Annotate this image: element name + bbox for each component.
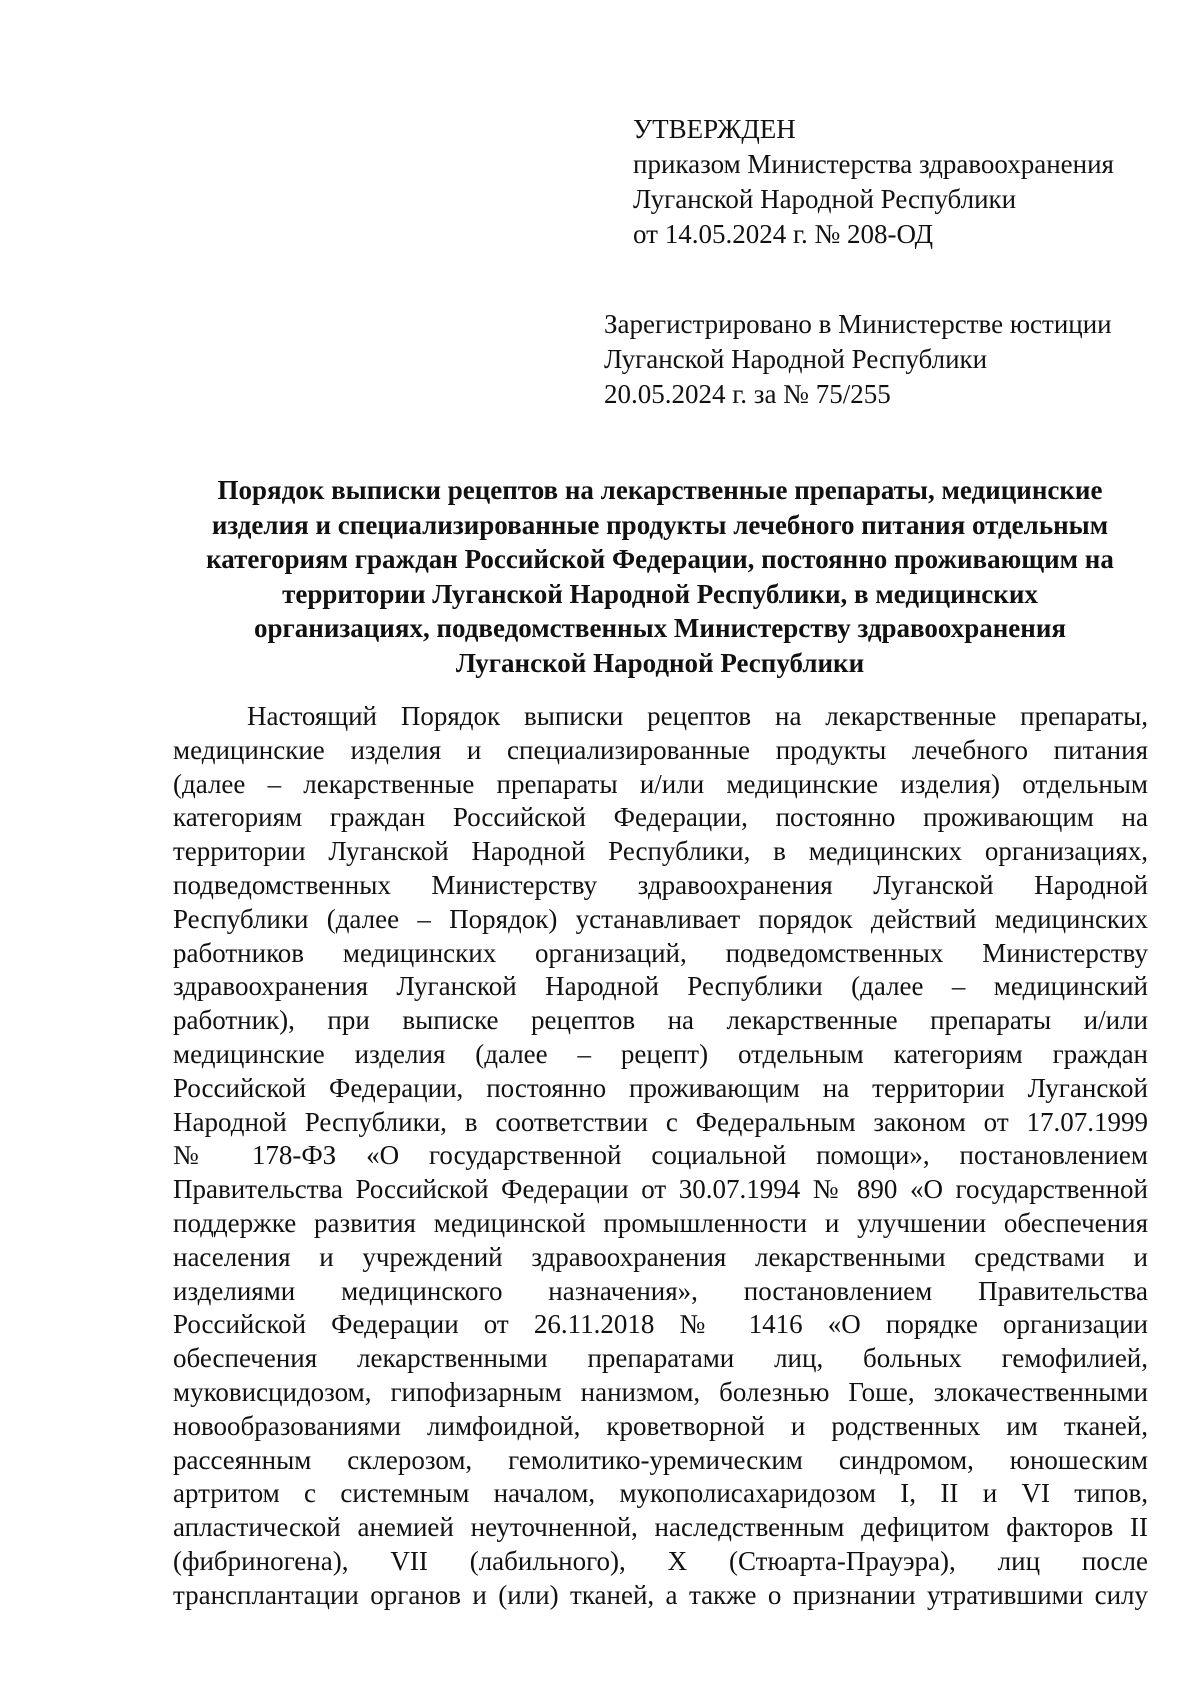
body-line: апластической анемией неуточненной, наследственным дефицитом факторов II [173, 1512, 1148, 1543]
body-line: рассеянным склерозом, гемолитико-уремическим синдромом, юношеским [173, 1444, 1148, 1475]
approval-heading: УТВЕРЖДЕН [633, 114, 796, 144]
registration-ministry-line: Зарегистрировано в Министерстве юстиции [604, 309, 1112, 339]
body-line: поддержке развития медицинской промышленности и улучшении обеспечения [173, 1207, 1148, 1238]
body-line: артритом с системным началом, мукополисахаридозом I, II и VI типов, [173, 1478, 1148, 1509]
body-line: Российской Федерации от 26.11.2018 № 1416 «О порядке организации [173, 1309, 1148, 1340]
title-line: категориям граждан Российской Федерации, постоянно проживающим на [206, 544, 1114, 574]
registration-republic-line: Луганской Народной Республики [604, 344, 988, 374]
body-line: (далее – лекарственные препараты и/или медицинские изделия) отдельным [173, 768, 1148, 799]
body-line: Народной Республики, в соответствии с Федеральным законом от 17.07.1999 [173, 1106, 1148, 1137]
document-title [170, 473, 1150, 680]
body-line: территории Луганской Народной Республики, в медицинских организациях, [173, 836, 1148, 867]
title-line: территории Луганской Народной Республики, в медицинских [282, 578, 1038, 609]
body-line: Республики (далее – Порядок) устанавливает порядок действий медицинских [173, 903, 1148, 934]
approval-date-line: от 14.05.2024 г. № 208-ОД [633, 219, 934, 249]
body-line: медицинские изделия (далее – рецепт) отдельным категориям граждан [173, 1038, 1148, 1069]
body-line: Российской Федерации, постоянно проживающим на территории Луганской [173, 1072, 1148, 1103]
approval-republic-line: Луганской Народной Республики [633, 184, 1017, 214]
body-line: Правительства Российской Федерации от 30.07.1994 № 890 «О государственной [173, 1174, 1148, 1205]
body-line: здравоохранения Луганской Народной Республики (далее – медицинский [173, 971, 1148, 1002]
body-line: Настоящий Порядок выписки рецептов на лекарственные препараты, [247, 701, 1148, 731]
approval-order-line: приказом Министерства здравоохранения [633, 149, 1114, 179]
body-line: обеспечения лекарственными препаратами лиц, больных гемофилией, [173, 1343, 1148, 1374]
title-line: Порядок выписки рецептов на лекарственные препараты, медицинские [217, 475, 1103, 505]
approval-stamp-block [633, 112, 1114, 252]
body-line: медицинские изделия и специализированные продукты лечебного питания [173, 734, 1148, 765]
body-line: (фибриногена), VII (лабильного), X (Стюарта-Прауэра), лиц после [173, 1545, 1148, 1576]
body-line: категориям граждан Российской Федерации, постоянно проживающим на [173, 802, 1148, 833]
registration-block [604, 307, 1112, 412]
title-line: Луганской Народной Республики [455, 647, 865, 678]
body-line: населения и учреждений здравоохранения лекарственными средствами и [173, 1241, 1148, 1272]
body-paragraph [173, 700, 1148, 1613]
title-line: изделия и специализированные продукты лечебного питания отдельным [211, 509, 1109, 540]
body-line: новообразованиями лимфоидной, кроветворной и родственных им тканей, [173, 1410, 1148, 1441]
body-line: муковисцидозом, гипофизарным нанизмом, болезнью Гоше, злокачественными [173, 1376, 1148, 1407]
body-line: работников медицинских организаций, подведомственных Министерству [173, 937, 1148, 968]
body-line: трансплантации органов и (или) тканей, а также о признании утратившими силу [173, 1579, 1148, 1610]
body-line: изделиями медицинского назначения», постановлением Правительства [173, 1275, 1148, 1306]
title-line: организациях, подведомственных Министерству здравоохранения [254, 613, 1066, 643]
body-line: работник), при выписке рецептов на лекарственные препараты и/или [173, 1005, 1148, 1036]
registration-number-line: 20.05.2024 г. за № 75/255 [604, 379, 891, 409]
body-line: подведомственных Министерству здравоохранения Луганской Народной [173, 869, 1148, 900]
body-line: № 178-ФЗ «О государственной социальной помощи», постановлением [173, 1140, 1148, 1171]
